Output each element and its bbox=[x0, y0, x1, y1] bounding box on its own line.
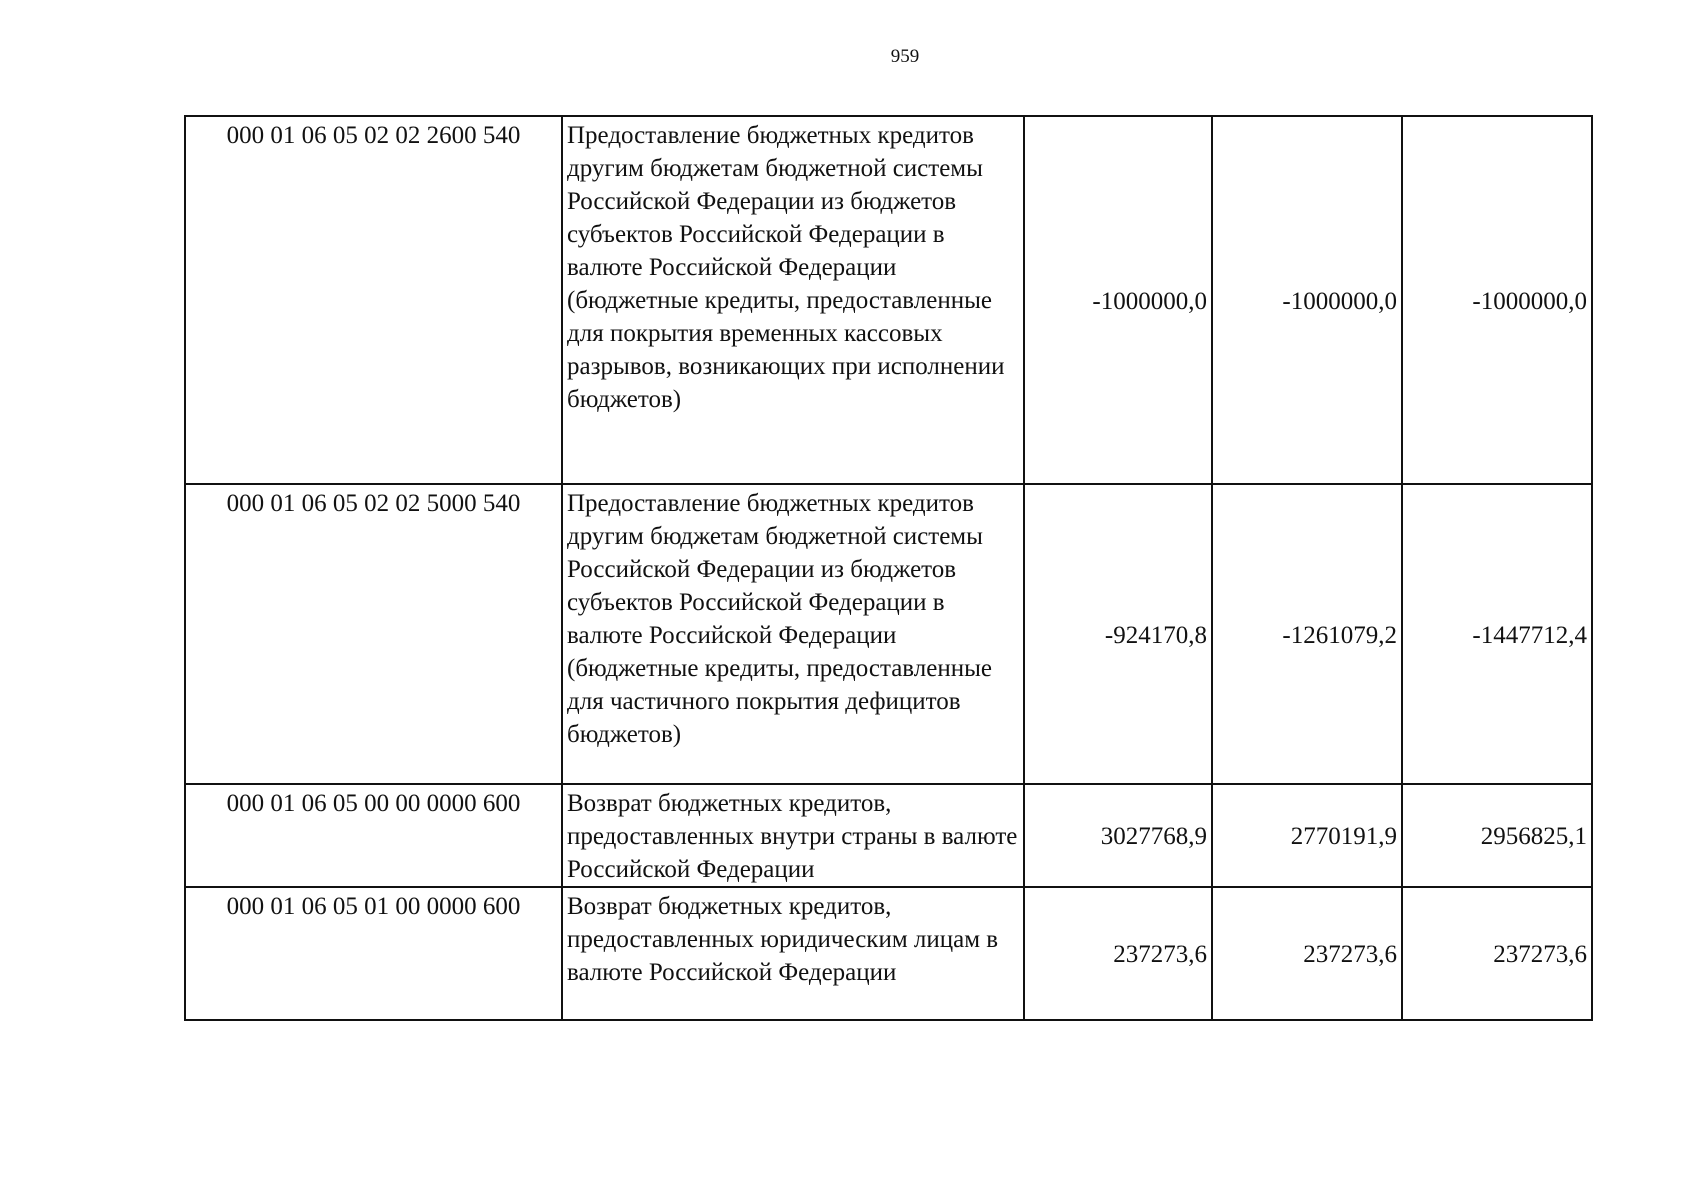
value-cell-year-2: 2770191,9 bbox=[1212, 784, 1402, 887]
value-cell-year-1: -1000000,0 bbox=[1024, 116, 1212, 484]
description-cell: Предоставление бюджетных кредитов другим бюджетам бюджетной системы Российской Федерации из бюджетов субъектов Российской Федерации в валюте Российской Федерации (бюджетные кредиты, предоставленные для покрытия временных кассовых разрывов, возникающих при исполнении бюджетов) bbox=[562, 116, 1024, 484]
value-cell-year-1: 3027768,9 bbox=[1024, 784, 1212, 887]
description-cell: Возврат бюджетных кредитов, предоставленных внутри страны в валюте Российской Федерации bbox=[562, 784, 1024, 887]
budget-table bbox=[184, 115, 1593, 1021]
budget-code-cell: 000 01 06 05 00 00 0000 600 bbox=[185, 784, 562, 887]
table-row bbox=[185, 484, 1592, 784]
budget-code-cell: 000 01 06 05 02 02 5000 540 bbox=[185, 484, 562, 784]
value-cell-year-2: -1000000,0 bbox=[1212, 116, 1402, 484]
value-cell-year-3: -1447712,4 bbox=[1402, 484, 1592, 784]
value-cell-year-3: 2956825,1 bbox=[1402, 784, 1592, 887]
value-cell-year-3: -1000000,0 bbox=[1402, 116, 1592, 484]
table-row bbox=[185, 116, 1592, 484]
value-cell-year-1: -924170,8 bbox=[1024, 484, 1212, 784]
table-row bbox=[185, 887, 1592, 1020]
value-cell-year-1: 237273,6 bbox=[1024, 887, 1212, 1020]
description-cell: Возврат бюджетных кредитов, предоставленных юридическим лицам в валюте Российской Федерации bbox=[562, 887, 1024, 1020]
budget-code-cell: 000 01 06 05 01 00 0000 600 bbox=[185, 887, 562, 1020]
value-cell-year-3: 237273,6 bbox=[1402, 887, 1592, 1020]
value-cell-year-2: -1261079,2 bbox=[1212, 484, 1402, 784]
value-cell-year-2: 237273,6 bbox=[1212, 887, 1402, 1020]
table-row bbox=[185, 784, 1592, 887]
description-cell: Предоставление бюджетных кредитов другим бюджетам бюджетной системы Российской Федерации из бюджетов субъектов Российской Федерации в валюте Российской Федерации (бюджетные кредиты, предоставленные для частичного покрытия дефицитов бюджетов) bbox=[562, 484, 1024, 784]
budget-code-cell: 000 01 06 05 02 02 2600 540 bbox=[185, 116, 562, 484]
page-number: 959 bbox=[890, 46, 920, 67]
